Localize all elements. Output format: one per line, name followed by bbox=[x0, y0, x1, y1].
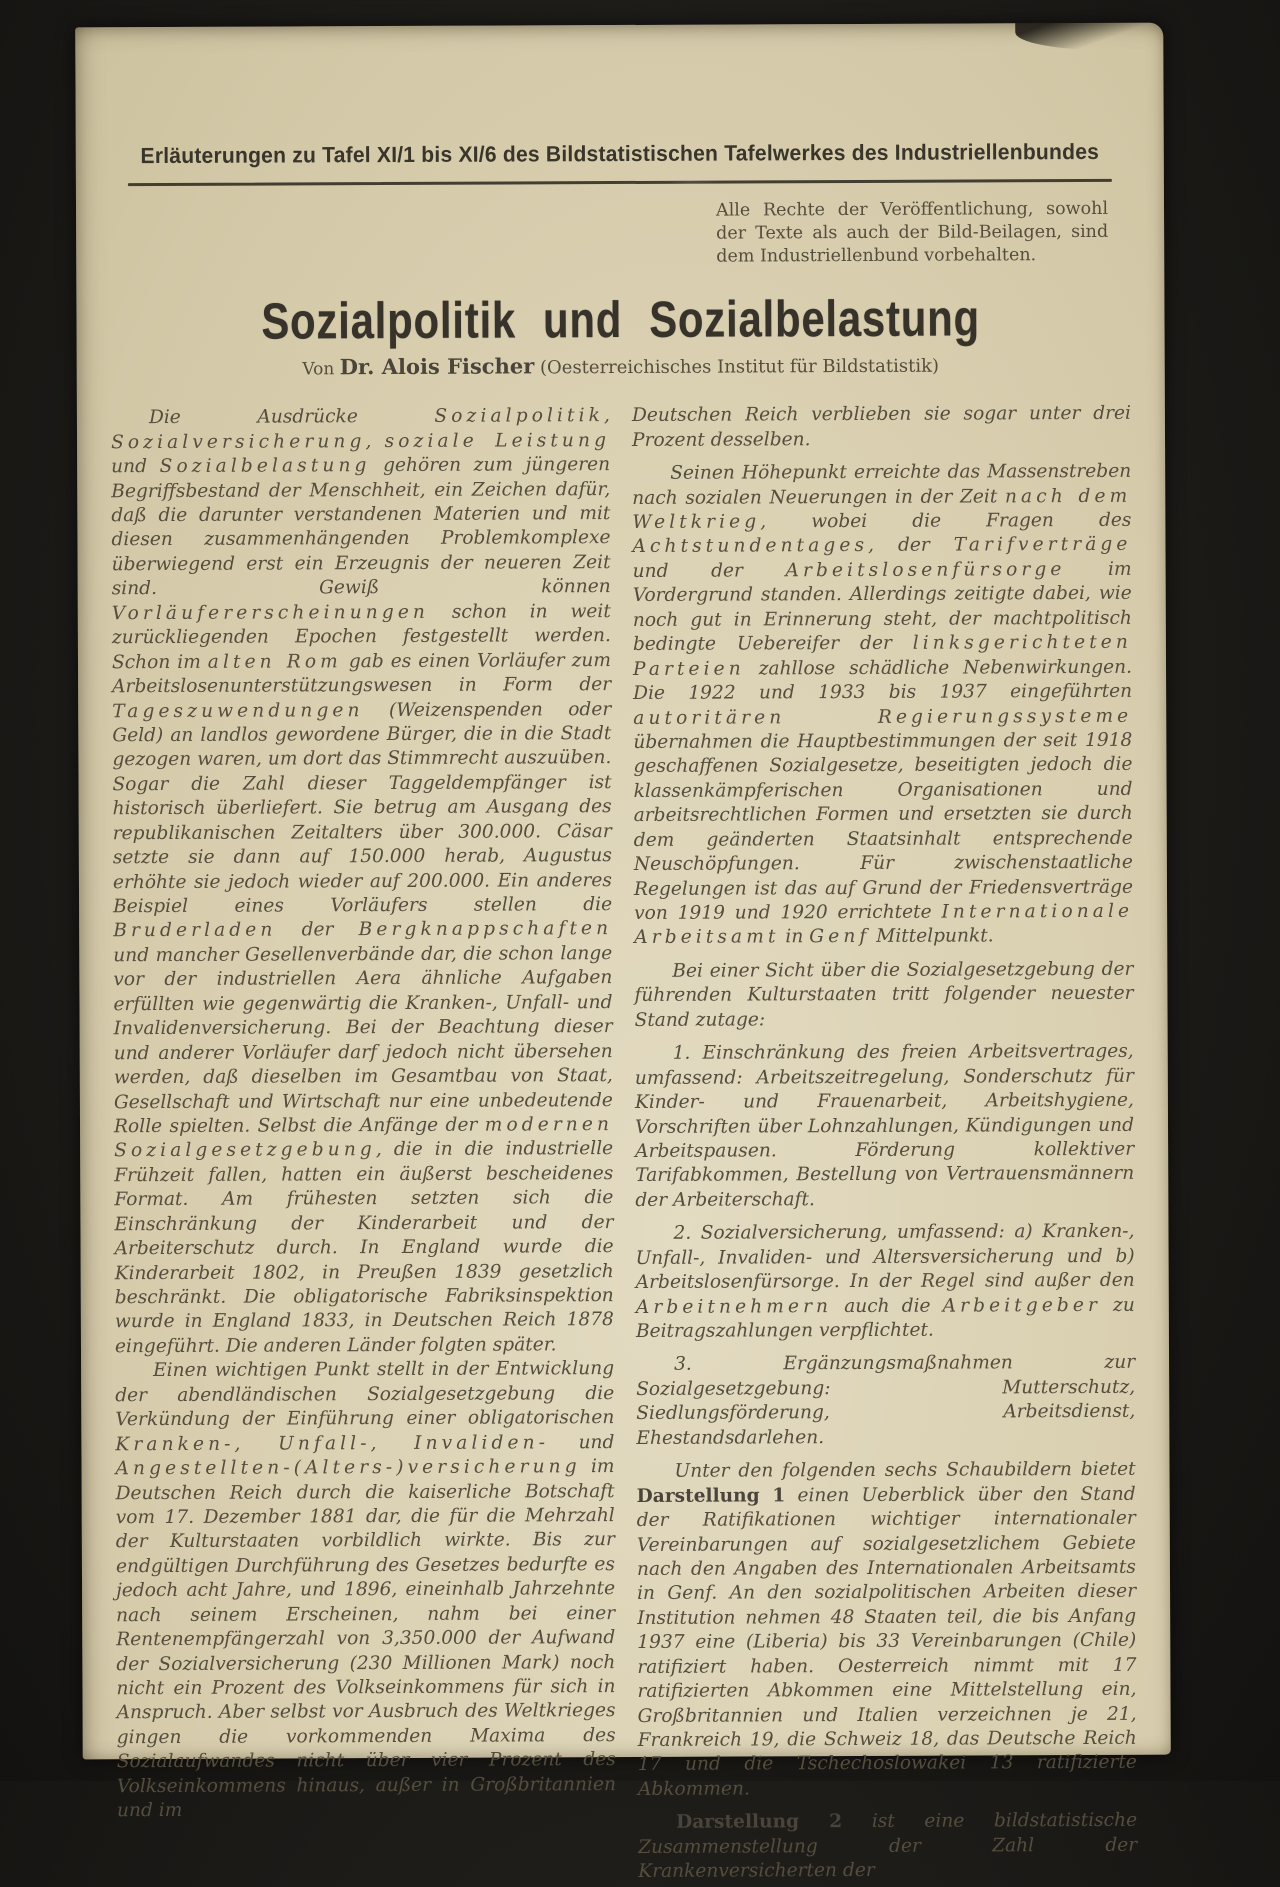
rights-notice: Alle Rechte der Veröffentlichung, sowohl der Texte als auch der Bild-Beilagen, sind dem Industriellenbund vorbehalten. bbox=[715, 198, 1109, 267]
paragraph: Deutschen Reich verblieben sie sogar unter drei Prozent desselben. bbox=[631, 403, 1131, 451]
paragraph: Seinen Höhepunkt erreichte das Massenstreben nach sozialen Neuerungen in der Zeit nach dem Weltkrieg, wobei die Fragen des Achtstundentages, der Tarifverträge und der Arbeitslosenfürsorge im Vordergrund standen. Allerdings zeitigte dabei, wie noch gut in Erinnerung steht, der machtpolitisch bedingte Uebereifer der linksgerichteten Parteien zahllose schädliche Nebenwirkungen. Die 1922 und 1933 bis 1937 eingeführten autoritären Regierungssysteme übernahmen die Hauptbestimmungen der seit 1918 geschaffenen Sozialgesetze, beseitigten jedoch die klassenkämpferischen Organisationen und arbeitsrechtlichen Formen und ersetzten sie durch dem geänderten Staatsinhalt entsprechende Neuschöpfungen. Für zwischenstaatliche Regelungen ist das auf Grund der Friedensverträge von 1919 und 1920 errichtete Internationale Arbeitsamt in Genf Mittelpunkt. bbox=[632, 460, 1134, 949]
right-column bbox=[632, 402, 1137, 1885]
document-header: Erläuterungen zu Tafel XI/1 bis XI/6 des Bildstatistischen Tafelwerkes des Industriellenbundes bbox=[140, 138, 1100, 169]
paragraph: 1. Einschränkung des freien Arbeitsvertrages, umfassend: Arbeitszeitregelung, Sonderschutz für Kinder- und Frauenarbeit, Arbeitshygiene, Vorschriften über Lohnzahlungen, Kündigungen und Arbeitspausen. Förderung kollektiver Tarifabkommen, Bestellung von Vertrauensmännern der Arbeiterschaft. bbox=[634, 1040, 1135, 1211]
header-rule bbox=[128, 179, 1111, 186]
paragraph: 3. Ergänzungsmaßnahmen zur Sozialgesetzgebung: Mutterschutz, Siedlungsförderung, Arbeitsdienst, Ehestandsdarlehen. bbox=[636, 1352, 1136, 1449]
byline bbox=[109, 351, 1133, 380]
paragraph: Einen wichtigen Punkt stellt in der Entwicklung der abendländischen Sozialgesetzgebung die Verkündung der Einführung einer obligatorischen Kranken-, Unfall-, Invaliden- und Angestellten-(Alters-)versicherung im Deutschen Reich durch die kaiserliche Botschaft vom 17. Dezember 1881 dar, die für die Mehrzahl der Kulturstaaten vorbildlich wirkte. Bis zur endgültigen Durchführung des Gesetzes bedurfte es jedoch acht Jahre, und 1896, eineinhalb Jahrzehnte nach seinem Erscheinen, nahm bei einer Rentenempfängerzahl von 3,350.000 der Aufwand der Sozialversicherung (230 Millionen Mark) noch nicht ein Prozent des Volkseinkommens für sich in Anspruch. Aber selbst vor Ausbruch des Weltkrieges gingen die vorkommenden Maxima des Sozialaufwandes nicht über vier Prozent des Volkseinkommens hinaus, außer in Großbritannien und im bbox=[115, 1358, 616, 1822]
left-column bbox=[111, 404, 616, 1887]
byline-affiliation: (Oesterreichisches Institut für Bildstatistik) bbox=[534, 355, 940, 379]
paragraph: Die Ausdrücke Sozialpolitik, Sozialversicherung, soziale Leistung und Sozialbelastung gehören zum jüngeren Begriffsbestand der Menschheit, ein Zeichen dafür, daß die darunter verstandenen Materien und mit diesen zusammenhängenden Problemkomplexe überwiegend erst ein Erzeugnis der neueren Zeit sind. Gewiß können Vorläufererscheinungen schon in weit zurückliegenden Epochen festgestellt werden. Schon im alten Rom gab es einen Vorläufer zum Arbeitslosenunterstützungswesen in Form der Tageszuwendungen (Weizenspenden oder Geld) an landlos gewordene Bürger, die in die Stadt gezogen waren, um dort das Stimmrecht auszuüben. Sogar die Zahl dieser Taggeldempfänger ist historisch überliefert. Sie betrug am Ausgang des republikanischen Zeitalters über 300.000. Cäsar setzte sie dann auf 150.000 herab, Augustus erhöhte sie jedoch wieder auf 200.000. Ein anderes Beispiel eines Vorläufers stellen die Bruderladen der Bergknappschaften und mancher Gesellenverbände dar, die schon lange vor der industriellen Aera ähnliche Aufgaben erfüllten wie gegenwärtig die Kranken-, Unfall- und Invalidenversicherung. Bei der Beachtung dieser und anderer Vorläufer darf jedoch nicht übersehen werden, daß dieselben im Gesamtbau von Staat, Gesellschaft und Wirtschaft nur eine unbedeutende Rolle spielten. Selbst die Anfänge der modernen Sozialgesetzgebung, die in die industrielle Frühzeit fallen, hatten ein äußerst bescheidenes Format. Am frühesten setzten sich die Einschränkung der Kinderarbeit und der Arbeiterschutz durch. In England wurde die Kinderarbeit 1802, in Preußen 1839 gesetzlich beschränkt. Die obligatorische Fabriksinspektion wurde in England 1833, in Deutschen Reich 1878 eingeführt. Die anderen Länder folgten später. bbox=[110, 405, 614, 1358]
paragraph: 2. Sozialversicherung, umfassend: a) Kranken-, Unfall-, Invaliden- und Altersversicherung und b) Arbeitslosenfürsorge. In der Regel sind außer den Arbeitnehmern auch die Arbeitgeber zu Beitragszahlungen verpflichtet. bbox=[635, 1221, 1135, 1342]
byline-author: Dr. Alois Fischer bbox=[339, 353, 535, 380]
paragraph: Bei einer Sicht über die Sozialgesetzgebung der führenden Kulturstaaten tritt folgender neuester Stand zutage: bbox=[634, 958, 1134, 1031]
paragraph: Unter den folgenden sechs Schaubildern bietet Darstellung 1 einen Ueberblick über den Stand der Ratifikationen wichtiger internationaler Vereinbarungen auf sozialgesetzlichem Gebiete nach den Angaben des Internationalen Arbeitsamts in Genf. An den sozialpolitischen Arbeiten dieser Institution nehmen 48 Staaten teil, die bis Anfang 1937 eine (Liberia) bis 33 Vereinbarungen (Chile) ratifiziert haben. Oesterreich nimmt mit 17 ratifizierten Abkommen eine Mittelstellung ein, Großbritannien und Italien verzeichnen je 21, Frankreich 19, die Schweiz 18, das Deutsche Reich 17 und die Tschechoslowakei 13 ratifizierte Abkommen. bbox=[636, 1458, 1137, 1800]
page-title-text: Sozialpolitik und Sozialbelastung bbox=[261, 289, 980, 350]
paragraph: Darstellung 2 ist eine bildstatistische Zusammenstellung der Zahl der Krankenversicherten der bbox=[638, 1810, 1138, 1883]
byline-prefix: Von bbox=[302, 359, 340, 380]
body-columns bbox=[109, 402, 1139, 1887]
document-page bbox=[75, 23, 1171, 1883]
page-title bbox=[108, 288, 1132, 351]
